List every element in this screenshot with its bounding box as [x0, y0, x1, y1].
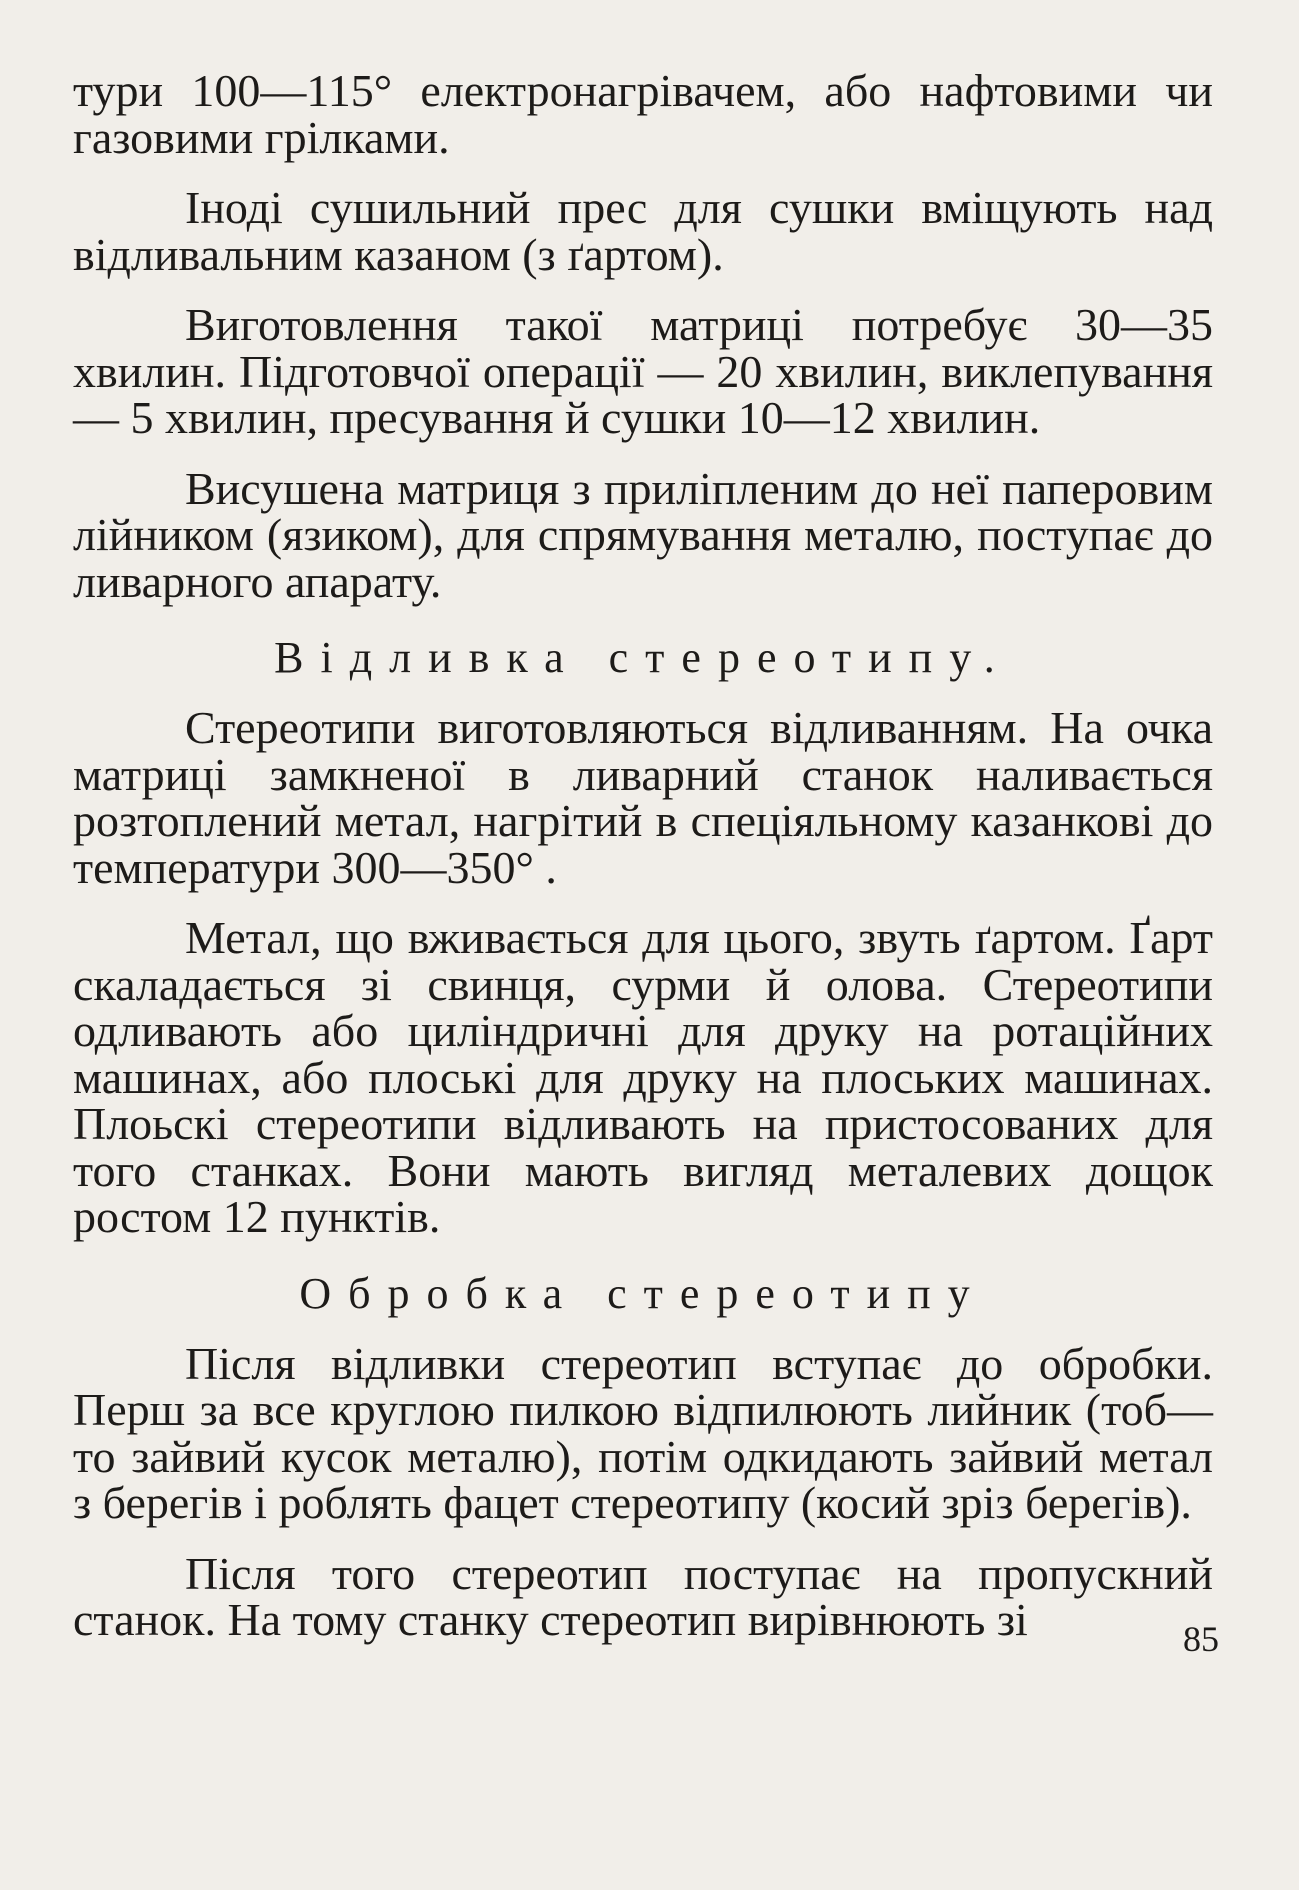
paragraph: Після того стереотип поступає на пропускний станок. На тому станку стереотип вирівнюють зі [73, 1547, 1213, 1645]
section-heading: Відливка стереотипу. [274, 633, 1012, 682]
paragraph: Висушена матриця з приліпленим до неї паперовим лійником (язиком), для спрямування металю, поступає до ливарного апарату. [73, 462, 1213, 607]
paragraph: Метал, що вживається для цього, звуть ґартом. Ґарт скаладається зі свинця, сурми й олова. Стереотипи одливають або циліндричні для друку на ротаційних машинах, або плоські для друку на плоських машинах. Плоьскі стереотипи відливають на пристосованих для того станках. Вони мають вигляд металевих дощок ростом 12 пунктів. [73, 912, 1213, 1242]
paragraph: Виготовлення такої матриці потребує 30—35 хвилин. Підготовчої операції — 20 хвилин, виклепування — 5 хвилин, пресування й сушки 10—12 хвилин. [73, 299, 1213, 443]
paragraph: Іноді сушильний прес для сушки вміщують над відливальним казаном (з ґартом). [73, 182, 1213, 280]
paragraph: Стереотипи виготовляються відливанням. На очка матриці замкненої в ливарний станок наливається розтоплений метал, нагрітий в спеціяльному казанкові до температури 300—350° . [73, 702, 1213, 893]
paragraph: Після відливки стереотип вступає до обробки. Перш за все круглою пилкою відпилюють лийник (тоб—то зайвий кусок металю), потім одкидають зайвий метал з берегів і роблять фацет стереотипу (косий зріз берегів). [73, 1337, 1213, 1528]
page-number: 85 [1183, 1619, 1219, 1659]
section-heading: Обробка стереотипу [299, 1268, 987, 1318]
paragraph: тури 100—115° електронагрівачем, або нафтовими чи газовими грілками. [73, 65, 1213, 163]
page-text [73, 65, 1213, 1668]
